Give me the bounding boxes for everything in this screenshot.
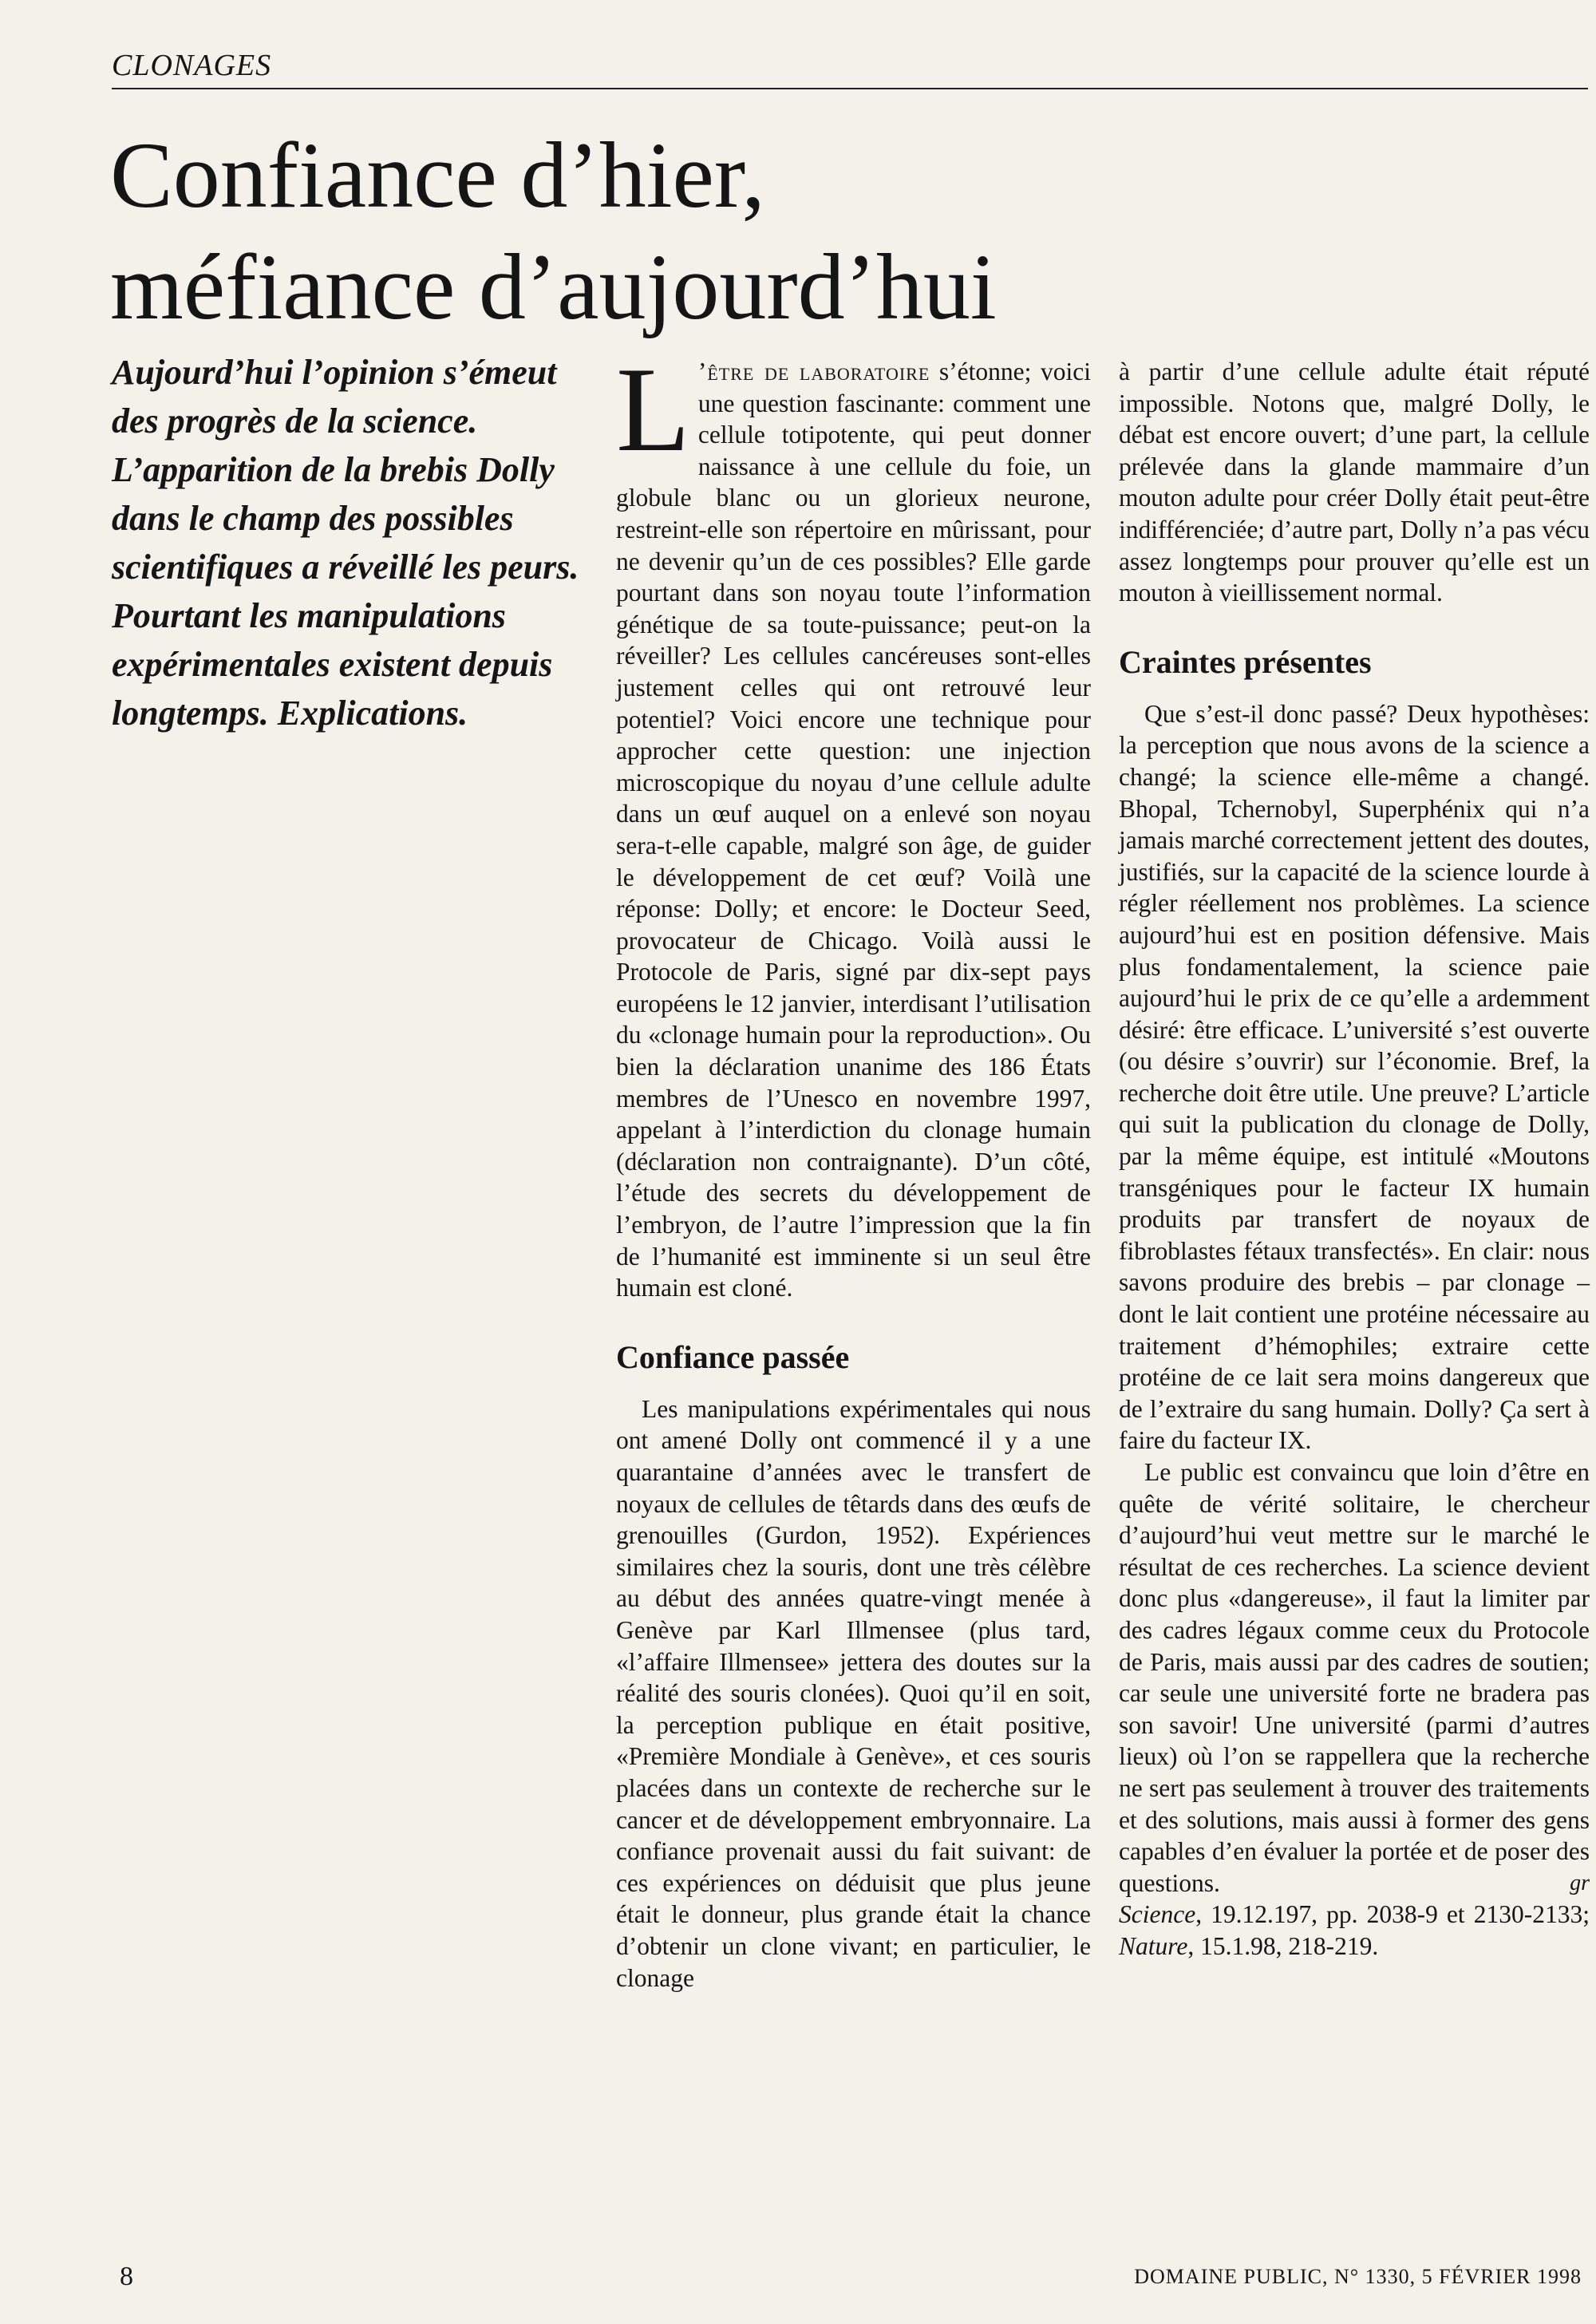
- lead-paragraph-2: Pourtant les manipulations expérimentales existent depuis longtemps. Explications.: [112, 596, 553, 733]
- section2-paragraph-1: Que s’est-il donc passé? Deux hypothèses: la perception que nous avons de la science a changé; la science elle-même a changé. Bhopal, Tchernobyl, Superphénix qui n’a jamais marché correctement jettent des doutes, justifiés, sur la capacité de la science lourde à régler réellement nos problèmes. La science aujourd’hui est en position défensive. Mais plus fondamentalement, la science paie aujourd’hui le prix de ce qu’elle a ardemment désiré: être efficace. L’université s’est ouverte (ou désire s’ouvrir) sur l’économie. Bref, la recherche doit être utile. Une preuve? L’article qui suit la publication du clonage de Dolly, par la même équipe, est intitulé «Moutons transgéniques pour le facteur IX humain produits par transfert de noyaux de fibroblastes fétaux transfectés». En clair: nous savons produire des brebis – par clonage – dont le lait contient une protéine nécessaire au traitement d’hémophiles; extraire cette protéine de ce lait sera moins dangereux que de l’extraire du sang humain. Dolly? Ça sert à faire du facteur IX.: [1119, 699, 1590, 1455]
- section1-paragraph: Les manipulations expérimentales qui nous ont amené Dolly ont commencé il y a une quarantaine d’années avec le transfert de noyaux de cellules de têtards dans des œufs de grenouilles (Gurdon, 1952). Expériences similaires chez la souris, dont une très célèbre au début des années quatre-vingt menée à Genève par Karl Illmensee (plus tard, «l’affaire Illmensee» jettera des doutes sur la réalité des souris clonées). Quoi qu’il en soit, la perception publique en était positive, «Première Mondiale à Genève», et ces souris placées dans un contexte de recherche sur le cancer et de développement embryonnaire. La confiance provenait aussi du fait suivant: de ces expériences on déduisit que plus jeune était le donneur, plus grande était la chance d’obtenir un clone vivant; en particulier, le clonage: [616, 1394, 1091, 1992]
- headline-line-2: méfiance d’aujourd’hui: [110, 235, 997, 339]
- intro-smallcaps: ’être de laboratoire: [697, 358, 930, 385]
- intro-paragraph: [616, 342, 1091, 1304]
- column-middle: [616, 342, 1091, 1994]
- subheading-confiance-passee: Confiance passée: [616, 1338, 850, 1375]
- ref-science-details: , 19.12.197, pp. 2038-9 et 2130-2133;: [1195, 1900, 1590, 1929]
- column-right: [1119, 356, 1590, 1962]
- intro-text: s’étonne; voici une question fascinante: comment une cellule totipotente, qui peut donner naissance à une cellule du foie, un globule blanc ou un glorieux neurone, restreint-elle son répertoire en mûrissant, pour ne devenir qu’un de ces possibles? Elle garde pourtant dans son noyau toute l’information génétique de sa toute-puissance; peut-on la réveiller? Les cellules cancéreuses sont-elles justement celles qui ont retrouvé leur potentiel? Voici encore une technique pour approcher cette question: une injection microscopique du noyau d’une cellule adulte dans un œuf auquel on a enlevé son noyau sera-t-elle capable, malgré son âge, de guider le développement de cet œuf? Voilà une réponse: Dolly; et encore: le Docteur Seed, provocateur de Chicago. Voilà aussi le Protocole de Paris, signé par dix-sept pays européens le 12 janvier, interdisant l’utilisation du «clonage humain pour la reproduction». Ou bien la déclaration unanime des 186 États membres de l’Unesco en novembre 1997, appelant à l’interdiction du clonage humain (déclaration non contraignante). D’un côté, l’étude des secrets du développement de l’embryon, de l’autre l’impression que la fin de l’humanité est imminente si un seul être humain est cloné.: [616, 358, 1091, 1302]
- article-headline: [110, 120, 1547, 343]
- section-rubric: CLONAGES: [112, 48, 1588, 89]
- article-lead: [112, 348, 591, 737]
- ref-nature-details: , 15.1.98, 218-219.: [1187, 1931, 1379, 1960]
- page-number: 8: [120, 2262, 133, 2291]
- section1-continued: à partir d’une cellule adulte était réputé impossible. Notons que, malgré Dolly, le débat est encore ouvert; d’une part, la cellule prélevée dans la glande mammaire d’un mouton adulte pour créer Dolly était peut-être indifférenciée; d’autre part, Dolly n’a pas vécu assez longtemps pour prouver qu’elle est un mouton à vieillissement normal.: [1119, 358, 1590, 607]
- subheading-craintes-presentes: Craintes présentes: [1119, 643, 1372, 680]
- drop-cap: L: [616, 342, 690, 476]
- section2-paragraph-2-text: Le public est convaincu que loin d’être en quête de vérité solitaire, le chercheur d’aujourd’hui veut mettre sur le marché le résultat de ces recherches. La science devient donc plus «dangereuse», il faut la limiter par des cadres légaux comme ceux du Protocole de Paris, mais aussi par des cadres de soutien; car seule une université forte ne bradera pas son savoir! Une université (parmi d’autres lieux) où l’on se rappellera que la recherche ne sert pas seulement à trouver des traitements et des solutions, mais aussi à former des gens capables d’en évaluer la portée et de poser des questions.: [1119, 1458, 1590, 1897]
- publication-footer: DOMAINE PUBLIC, N° 1330, 5 FÉVRIER 1998: [1134, 2265, 1582, 2288]
- ref-nature-title: Nature: [1119, 1931, 1188, 1960]
- section2-paragraph-2: [1119, 1456, 1590, 1899]
- headline-line-1: Confiance d’hier,: [110, 123, 765, 227]
- author-signature: gr: [1570, 1870, 1590, 1895]
- ref-science-title: Science: [1119, 1900, 1196, 1929]
- references: [1119, 1899, 1590, 1962]
- lead-paragraph-1: Aujourd’hui l’opinion s’émeut des progrès de la science. L’apparition de la brebis Dolly dans le champ des possibles scientifiques a réveillé les peurs.: [112, 353, 579, 587]
